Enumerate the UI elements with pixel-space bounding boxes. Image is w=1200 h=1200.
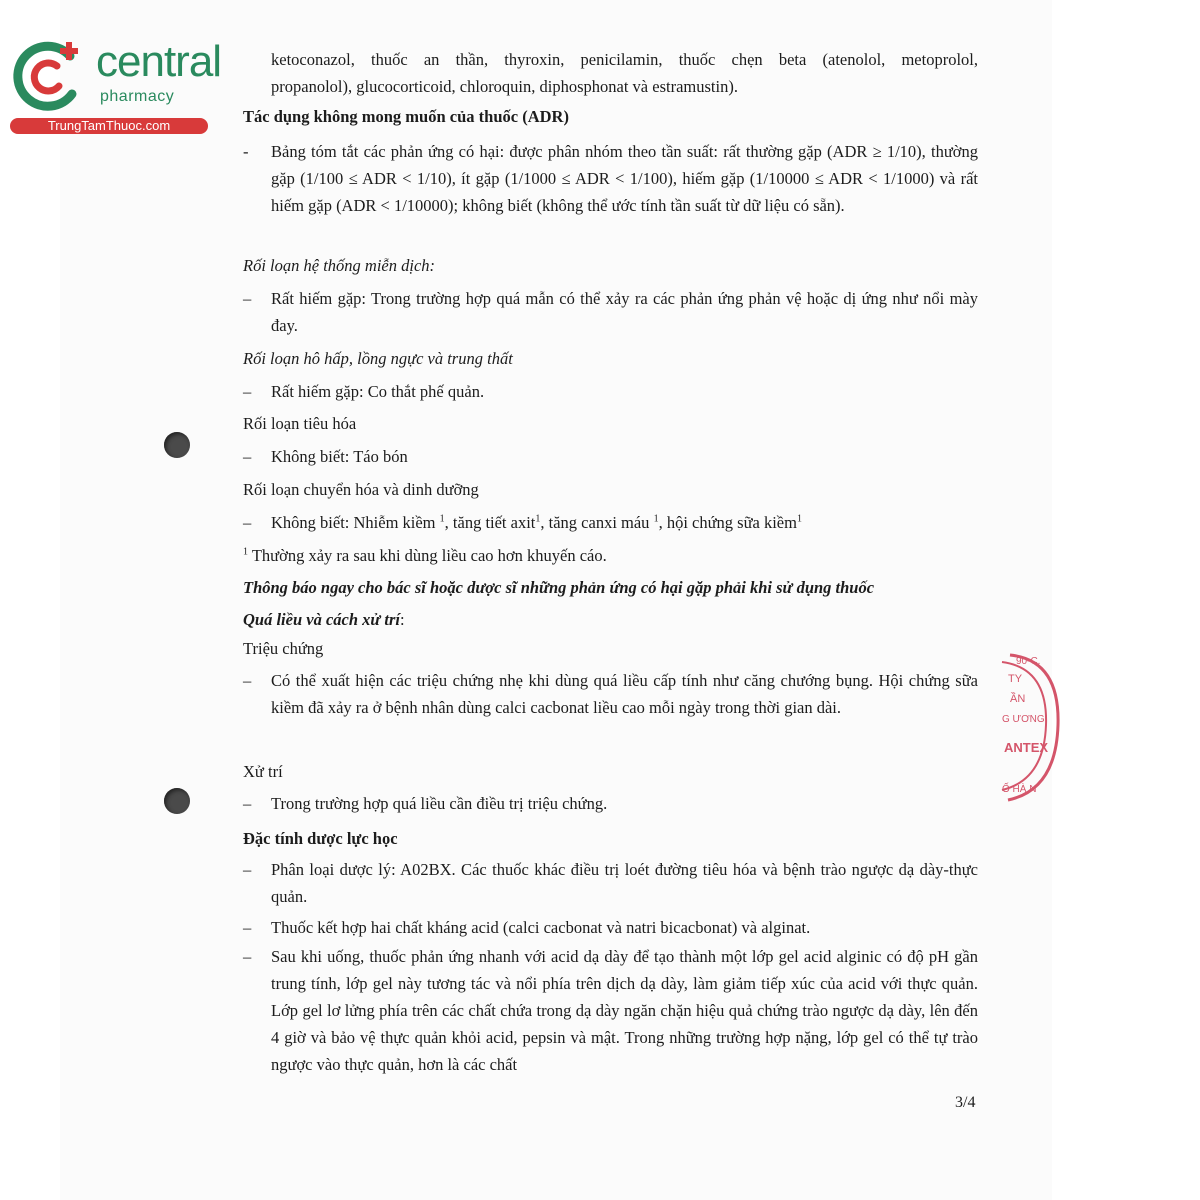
- item-dash: –: [243, 671, 252, 690]
- stamp-line-1: 90-C.: [1016, 656, 1041, 667]
- symptoms-item: [243, 667, 978, 721]
- immune-item: [243, 285, 978, 339]
- footnote-mark: 1: [439, 513, 445, 525]
- item-dash: –: [243, 382, 252, 401]
- notice-line: Thông báo ngay cho bác sĩ hoặc dược sĩ những phản ứng có hại gặp phải khi sử dụng thuốc: [243, 578, 875, 597]
- pharm-item-1: [243, 856, 978, 910]
- binder-hole-top: [164, 432, 190, 458]
- overdose-heading-text: Quá liều và cách xử trí: [243, 610, 401, 629]
- stamp-line-2: TY: [1008, 673, 1023, 685]
- immune-heading: Rối loạn hệ thống miễn dịch:: [243, 256, 436, 275]
- footnote-mark: 1: [796, 513, 802, 525]
- metab-item: [243, 509, 978, 536]
- symptoms-heading: Triệu chứng: [243, 639, 324, 658]
- footnote-mark: 1: [243, 546, 248, 558]
- symptoms-item-text: Có thể xuất hiện các triệu chứng nhẹ khi dùng quá liều cấp tính như căng chướng bụng. Hội chứng sữa kiềm đã xảy ra ở bệnh nhân dùng calci cacbonat liều cao mỗi ngày trong thời gian dài.: [271, 671, 978, 717]
- resp-item: [243, 378, 978, 405]
- metab-text-d: , hội chứng sữa kiềm: [658, 513, 797, 532]
- intro-line-2: propanolol), glucocorticoid, chloroquin, diphosphonat và estramustin).: [271, 77, 738, 96]
- adr-summary: [243, 138, 978, 219]
- overdose-colon: :: [400, 610, 405, 629]
- metab-text-a: Không biết: Nhiễm kiềm: [271, 513, 436, 532]
- metab-heading: Rối loạn chuyển hóa và dinh dưỡng: [243, 480, 479, 499]
- footnote: [243, 542, 978, 569]
- page-number: 3/4: [955, 1094, 976, 1111]
- gi-heading: Rối loạn tiêu hóa: [243, 414, 357, 433]
- stamp-line-6: Ố HÀ N: [1002, 784, 1037, 795]
- treatment-heading: Xử trí: [243, 762, 283, 781]
- item-dash: –: [243, 794, 252, 813]
- resp-item-text: Rất hiếm gặp: Co thắt phế quản.: [271, 382, 485, 401]
- overdose-heading: [243, 606, 978, 633]
- item-dash: –: [243, 947, 252, 966]
- item-dash: –: [243, 289, 252, 308]
- stamp-line-3: ẦN: [1010, 693, 1026, 705]
- pharm-item-2-text: Thuốc kết hợp hai chất kháng acid (calci cacbonat và natri bicacbonat) và alginat.: [271, 918, 811, 937]
- company-stamp: [1000, 640, 1060, 810]
- pharm-item-3: [243, 943, 978, 1078]
- logo-wordmark: central: [96, 37, 222, 86]
- footnote-text: Thường xảy ra sau khi dùng liều cao hơn khuyến cáo.: [251, 546, 607, 565]
- stamp-line-4: G ƯƠNG: [1002, 714, 1045, 725]
- pharm-heading: Đặc tính dược lực học: [243, 829, 398, 848]
- intro-line-1: ketoconazol, thuốc an thần, thyroxin, penicilamin, thuốc chẹn beta (atenolol, metoprolol,: [271, 50, 978, 69]
- binder-hole-bottom: [164, 788, 190, 814]
- gi-item: [243, 443, 978, 470]
- pharm-item-3-text: Sau khi uống, thuốc phản ứng nhanh với acid dạ dày để tạo thành một lớp gel acid alginic có độ pH gần trung tính, lớp gel này tương tác và nổi phía trên dịch dạ dày, làm giảm tiếp xúc của acid với thực quản. Lớp gel lơ lửng phía trên các chất chứa trong dạ dày ngăn chặn hiệu quả chứng trào ngược dạ dày, lên đến 4 giờ và bảo vệ thực quản khỏi acid, pepsin và mật. Trong những trường hợp nặng, lớp gel có thể tự trào ngược vào thực quản, hơn là các chất: [271, 947, 978, 1074]
- pharm-item-2: [243, 914, 978, 941]
- item-dash: –: [243, 513, 252, 532]
- intro-paragraph: [243, 46, 978, 100]
- immune-item-text: Rất hiếm gặp: Trong trường hợp quá mẫn có thể xảy ra các phản ứng phản vệ hoặc dị ứng như nổi mày đay.: [271, 289, 978, 335]
- adr-summary-text: Bảng tóm tắt các phản ứng có hại: được phân nhóm theo tần suất: rất thường gặp (ADR ≥ 1/10), thường gặp (1/100 ≤ ADR < 1/10), ít gặp (1/1000 ≤ ADR < 1/100), hiếm gặp (1/10000 ≤ ADR < 1/1000) và rất hiếm gặp (ADR < 1/10000); không biết (không thể ước tính tần suất từ dữ liệu có sẵn).: [271, 142, 978, 215]
- item-dash: –: [243, 918, 252, 937]
- central-pharmacy-logo[interactable]: [10, 36, 222, 136]
- gi-item-text: Không biết: Táo bón: [271, 447, 408, 466]
- resp-heading: Rối loạn hô hấp, lồng ngực và trung thất: [243, 349, 513, 368]
- adr-heading: Tác dụng không mong muốn của thuốc (ADR): [243, 107, 569, 126]
- treatment-item-text: Trong trường hợp quá liều cần điều trị triệu chứng.: [271, 794, 608, 813]
- metab-text-b: , tăng tiết axit: [444, 513, 536, 532]
- footnote-mark: 1: [653, 513, 659, 525]
- item-dash: –: [243, 447, 252, 466]
- item-dash: –: [243, 860, 252, 879]
- pharm-item-1-text: Phân loại dược lý: A02BX. Các thuốc khác điều trị loét đường tiêu hóa và bệnh trào ngược dạ dày-thực quản.: [271, 860, 978, 906]
- pharmacy-cross-logo-icon: [10, 38, 88, 116]
- logo-subtitle: pharmacy: [100, 88, 175, 105]
- logo-site-link[interactable]: TrungTamThuoc.com: [10, 118, 208, 134]
- treatment-item: [243, 790, 978, 817]
- stamp-line-5: ANTEX: [1004, 740, 1049, 755]
- metab-text-c: , tăng canxi máu: [540, 513, 650, 532]
- bullet-dash: -: [243, 142, 249, 161]
- footnote-mark: 1: [535, 513, 541, 525]
